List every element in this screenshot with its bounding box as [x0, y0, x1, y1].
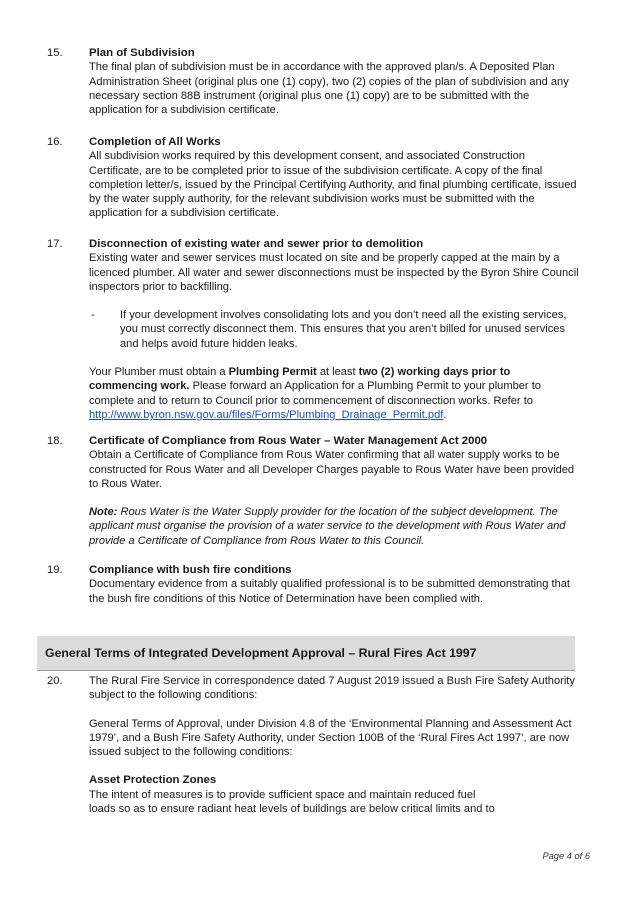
condition-intro: The Rural Fire Service in correspondence dated 7 August 2019 issued a Bush Fire Safety Authority subject to the following conditions: — [89, 675, 575, 702]
condition-number: 20. — [47, 675, 63, 687]
note-text: Rous Water is the Water Supply provider for the location of the subject development. The applicant must organise the provision of a water service to the development with Rous Water and provide a Certificate of Compliance from Rous Water to this Council. — [89, 506, 566, 547]
condition-number: 19. — [47, 564, 63, 576]
bullet-item — [89, 308, 575, 351]
general-terms-text: General Terms of Approval, under Division 4.8 of the ‘Environmental Planning and Assessment Act 1979’, and a Bush Fire Safety Authority, under Section 100B of the ‘Rural Fires Act 1997’, are now issued subject to the following conditions: — [89, 717, 572, 759]
condition-note — [89, 505, 579, 548]
section-heading: General Terms of Integrated Development Approval – Rural Fires Act 1997 — [45, 646, 477, 660]
condition-number: 16. — [47, 136, 63, 148]
section-heading-band — [37, 636, 575, 671]
plumbing-permit-text: Your Plumber must obtain a Plumbing Permit at least two (2) working days prior to commencing work. Please forward an Application for a Plumbing Permit to your plumber to complete and to return to Council prior to commencement of disconnection works. Refer to http://www.byron.nsw.gov.au/files/Forms/Plumbing_Drainage_Permit.pdf. — [89, 366, 541, 421]
subheading-asset-protection-zones: Asset Protection Zones — [89, 774, 217, 787]
condition-text: Existing water and sewer services must located on site and be properly capped at the main by a licenced plumber. All water and sewer disconnections must be inspected by the Byron Shire Council inspectors prior to backfilling. — [89, 252, 579, 293]
bullet-text: If your development involves consolidating lots and you don’t need all the existing services, you must correctly disconnect them. This ensures that you aren’t billed for unused services and helps avoid future hidden leaks. — [120, 309, 567, 350]
condition-title: Completion of All Works — [89, 136, 221, 148]
working-days-emphasis: two (2) working days prior to commencing work. — [89, 366, 511, 393]
condition-number: 18. — [47, 435, 63, 447]
condition-number: 17. — [47, 238, 63, 250]
condition-title: Disconnection of existing water and sewer prior to demolition — [89, 238, 424, 250]
condition-text: Documentary evidence from a suitably qualified professional is to be submitted demonstrating that the bush fire conditions of this Notice of Determination have been complied with. — [89, 578, 570, 605]
condition-title: Certificate of Compliance from Rous Water – Water Management Act 2000 — [89, 435, 488, 447]
apz-text-line: The intent of measures is to provide sufficient space and maintain reduced fuel — [89, 788, 476, 801]
bullet-marker: - — [91, 309, 95, 322]
condition-text: The final plan of subdivision must be in accordance with the approved plan/s. A Deposited Plan Administration Sheet (original plus one (1) copy), two (2) copies of the plan of subdivision and any necessary section 88B instrument (original plus one (1) copy) are to be submitted with the application for a subdivision certificate. — [89, 61, 569, 117]
condition-text: Obtain a Certificate of Compliance from Rous Water confirming that all water supply works to be constructed for Rous Water and all Developer Charges payable to Rous Water have been provided to Rous Water. — [89, 449, 575, 490]
condition-number: 15. — [47, 47, 63, 59]
note-label: Note: — [89, 506, 118, 519]
condition-title: Compliance with bush fire conditions — [89, 564, 292, 576]
plumbing-permit-emphasis: Plumbing Permit — [228, 366, 317, 379]
condition-title: Plan of Subdivision — [89, 47, 195, 59]
apz-text-line: loads so as to ensure radiant heat levels of buildings are below critical limits and to — [89, 803, 495, 816]
page-number: Page 4 of 6 — [542, 851, 590, 861]
condition-text: All subdivision works required by this development consent, and associated Construction Certificate, are to be completed prior to issue of the subdivision certificate. A copy of the final completion letter/s, issued by the Principal Certifying Authority, and final plumbing certificate, issued by the water supply authority, for the relevant subdivision works must be submitted with the application for a subdivision certificate. — [89, 150, 577, 220]
plumbing-permit-link[interactable]: http://www.byron.nsw.gov.au/files/Forms/Plumbing_Drainage_Permit.pdf — [89, 408, 444, 421]
